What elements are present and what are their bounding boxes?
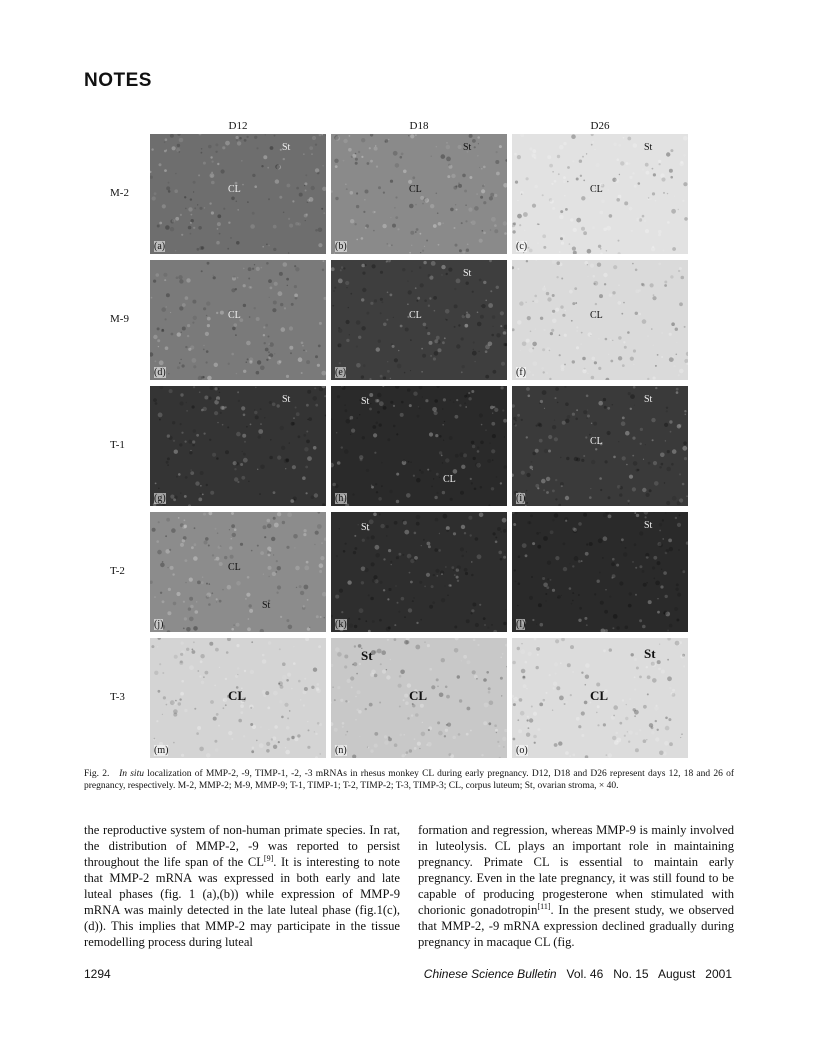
panel-label: (o): [516, 745, 528, 756]
panel-label: (f): [516, 367, 526, 378]
micrograph-panel: [150, 512, 326, 632]
panel-annotation: CL: [590, 184, 603, 195]
body-column-left: [84, 822, 400, 950]
panel-annotation: St: [361, 648, 373, 663]
panel-annotation: CL: [590, 436, 603, 447]
micrograph-panel: [331, 260, 507, 380]
panel-annotation: CL: [409, 184, 422, 195]
text-span: the reproductive system of non-human primate species. In rat, the distribution of MMP-2, -9 was reported to persist throughout the life span of the CL: [84, 823, 400, 869]
panel-annotation: St: [463, 142, 472, 153]
panel-annotation: CL: [590, 310, 603, 321]
panel-label: (m): [154, 745, 169, 756]
reference-9[interactable]: [9]: [263, 853, 274, 863]
micrograph-texture: [150, 386, 326, 506]
panel-annotation: CL: [409, 688, 428, 703]
panel-label: (b): [335, 241, 347, 252]
panel-label: (a): [154, 241, 166, 252]
micrograph-texture: [331, 512, 507, 632]
micrograph-panel: [150, 134, 326, 254]
panel-annotation: St: [644, 646, 656, 661]
row-label-t-3: T-3: [110, 691, 125, 703]
panel-label: (e): [335, 367, 347, 378]
panel-annotation: St: [282, 394, 291, 405]
text-span: . It is interesting to note that MMP-2 mRNA was expressed in both early and late luteal phases (fig. 1 (a),(b)) while expression of MMP-9 mRNA was mainly detected in the late luteal phase (fig.1(c), (d)). This implies that MMP-2 may participate in the tissue remodelling process during luteal: [84, 855, 400, 949]
panel-annotation: St: [644, 142, 653, 153]
micrograph-panel: [150, 638, 326, 758]
journal-name: Chinese Science Bulletin: [423, 967, 557, 981]
micrograph-panel: [512, 260, 688, 380]
micrograph-panel: [512, 638, 688, 758]
panel-label: (d): [154, 367, 166, 378]
micrograph-texture: [512, 512, 688, 632]
body-column-right: [418, 822, 734, 950]
figure-caption: [84, 768, 734, 792]
panel-annotation: CL: [409, 310, 422, 321]
column-label-d18: D18: [409, 120, 429, 132]
column-label-d12: D12: [228, 120, 248, 132]
panel-annotation: CL: [228, 184, 241, 195]
micrograph-panel: [331, 134, 507, 254]
panel-label: (i): [516, 493, 526, 504]
paragraph-right: [418, 822, 734, 950]
text-span: . In the present study, we observed that MMP-2, -9 mRNA expression declined gradually during pregnancy in macaque CL (fig.: [418, 903, 734, 949]
text-span: formation and regression, whereas MMP-9 is mainly involved in luteolysis. CL plays an important role in maintaining pregnancy. Primate CL is essential to maintain early pregnancy. Even in the late pregnancy, it was still found to be capable of producing progesterone when stimulated with chorionic gonadotropin: [418, 823, 734, 917]
panel-annotation: St: [282, 142, 291, 153]
micrograph-panel: [331, 386, 507, 506]
caption-label: Fig. 2.: [84, 769, 110, 779]
journal-footer: [424, 967, 732, 981]
caption-text: localization of MMP-2, -9, TIMP-1, -2, -3 mRNAs in rhesus monkey CL during early pregnancy. D12, D18 and D26 represent days 12, 18 and 26 of pregnancy, respectively. M-2, MMP-2; M-9, MMP-9; T-1, TIMP-1; T-2, TIMP-2; T-3, TIMP-3; CL, corpus luteum; St, ovarian stroma, × 40.: [84, 769, 735, 791]
row-label-t-1: T-1: [110, 439, 125, 451]
panel-label: (k): [335, 619, 347, 630]
journal-issue: Vol. 46 No. 15 August 2001: [556, 967, 732, 981]
panel-label: (l): [516, 619, 526, 630]
column-label-d26: D26: [590, 120, 610, 132]
figure-2: [110, 118, 700, 758]
micrograph-panel: [150, 260, 326, 380]
row-label-m-2: M-2: [110, 187, 129, 199]
micrograph-panel: [331, 512, 507, 632]
panel-annotation: CL: [228, 310, 241, 321]
panel-annotation: St: [361, 396, 370, 407]
section-header: NOTES: [84, 70, 152, 91]
micrograph-panel: [512, 512, 688, 632]
panel-label: (c): [516, 241, 528, 252]
page-number: 1294: [84, 967, 111, 981]
panel-label: (j): [154, 619, 164, 630]
panel-annotation: St: [644, 394, 653, 405]
panel-annotation: St: [361, 522, 370, 533]
panel-annotation: St: [644, 520, 653, 531]
micrograph-panel: [331, 638, 507, 758]
panel-annotation: St: [262, 600, 271, 611]
caption-italic: In situ: [119, 769, 144, 779]
panel-annotation: CL: [228, 688, 247, 703]
paragraph-left: [84, 822, 400, 950]
panel-annotation: St: [463, 268, 472, 279]
panel-label: (g): [154, 493, 166, 504]
panel-annotation: CL: [590, 688, 609, 703]
micrograph-panel: [512, 134, 688, 254]
panel-label: (n): [335, 745, 347, 756]
row-label-t-2: T-2: [110, 565, 125, 577]
micrograph-panel: [150, 386, 326, 506]
panel-label: (h): [335, 493, 347, 504]
micrograph-texture: [331, 386, 507, 506]
panel-annotation: CL: [443, 474, 456, 485]
panel-annotation: CL: [228, 562, 241, 573]
micrograph-panel: [512, 386, 688, 506]
row-label-m-9: M-9: [110, 313, 129, 325]
reference-11[interactable]: [11]: [537, 901, 551, 911]
